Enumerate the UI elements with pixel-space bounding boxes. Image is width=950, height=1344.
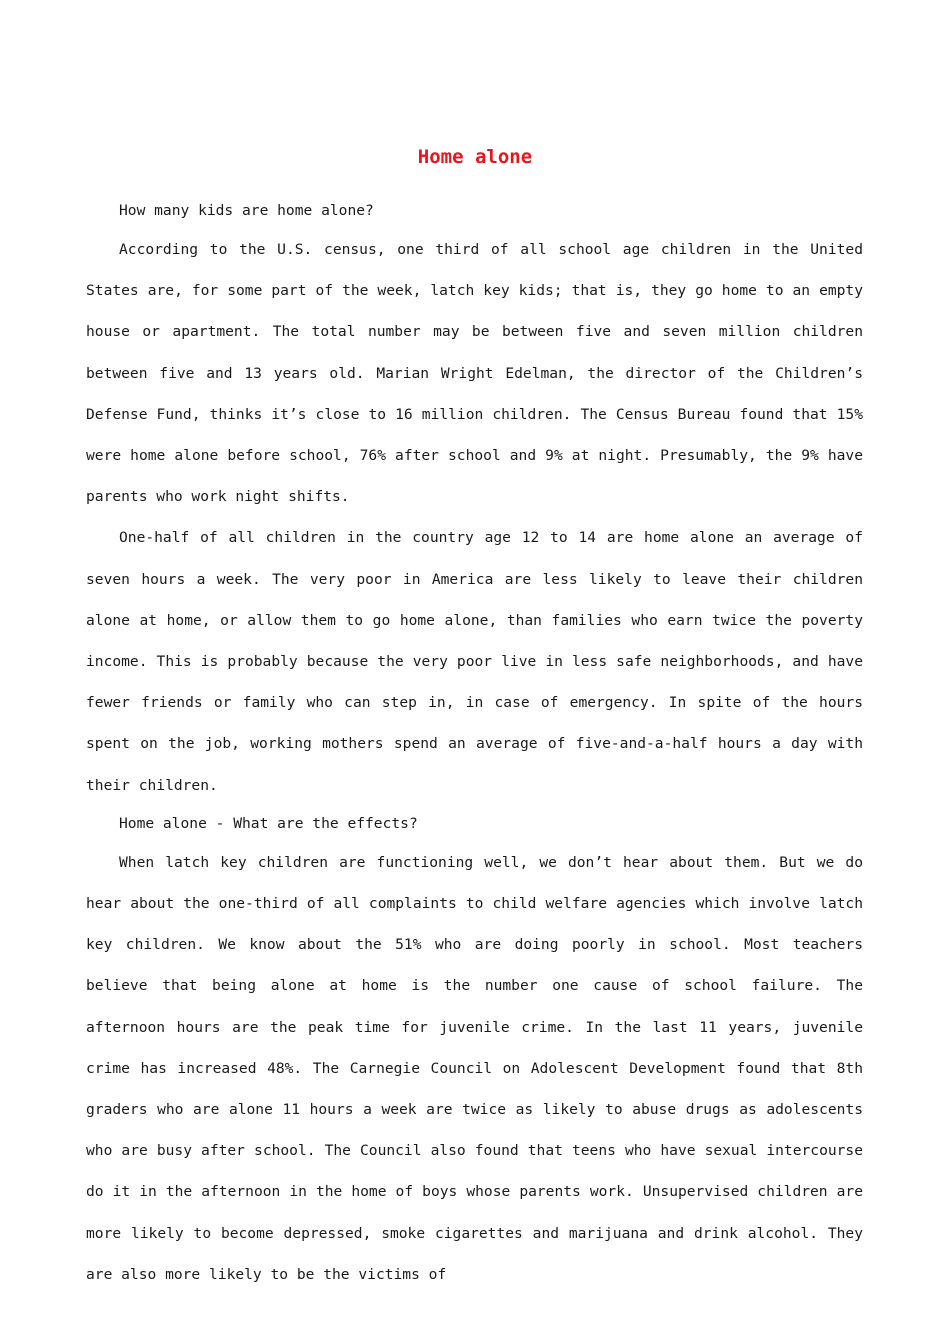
section-heading-how-many: How many kids are home alone? bbox=[119, 202, 374, 219]
document-body bbox=[86, 193, 863, 1295]
paragraph-effects: When latch key children are functioning well, we don’t hear about them. But we do hear about the one-third of all complaints to child welfare agencies which involve latch key children. We know about the 51% who are doing poorly in school. Most teachers believe that being alone at home is the number one cause of school failure. The afternoon hours are the peak time for juvenile crime. In the last 11 years, juvenile crime has increased 48%. The Carnegie Council on Adolescent Development found that 8th graders who are alone 11 hours a week are twice as likely to abuse drugs as adolescents who are busy after school. The Council also found that teens who have sexual intercourse do it in the afternoon in the home of boys whose parents work. Unsupervised children are more likely to become depressed, smoke cigarettes and marijuana and drink alcohol. They are also more likely to be the victims of bbox=[86, 853, 863, 1283]
paragraph-census: According to the U.S. census, one third of all school age children in the United States are, for some part of the week, latch key kids; that is, they go home to an empty house or apartment. The total number may be between five and seven million children between five and 13 years old. Marian Wright Edelman, the director of the Children’s Defense Fund, thinks it’s close to 16 million children. The Census Bureau found that 15% were home alone before school, 76% after school and 9% at night. Presumably, the 9% have parents who work night shifts. bbox=[86, 241, 863, 506]
section-heading-effects: Home alone - What are the effects? bbox=[119, 814, 418, 832]
paragraph-one-half: One-half of all children in the country age 12 to 14 are home alone an average of seven hours a week. The very poor in America are less likely to leave their children alone at home, or allow them to go home alone, than families who earn twice the poverty income. This is probably because the very poor live in less safe neighborhoods, and have fewer friends or family who can step in, in case of emergency. In spite of the hours spent on the job, working mothers spend an average of five-and-a-half hours a day with their children. bbox=[86, 529, 863, 794]
document-title: Home alone bbox=[417, 146, 533, 168]
